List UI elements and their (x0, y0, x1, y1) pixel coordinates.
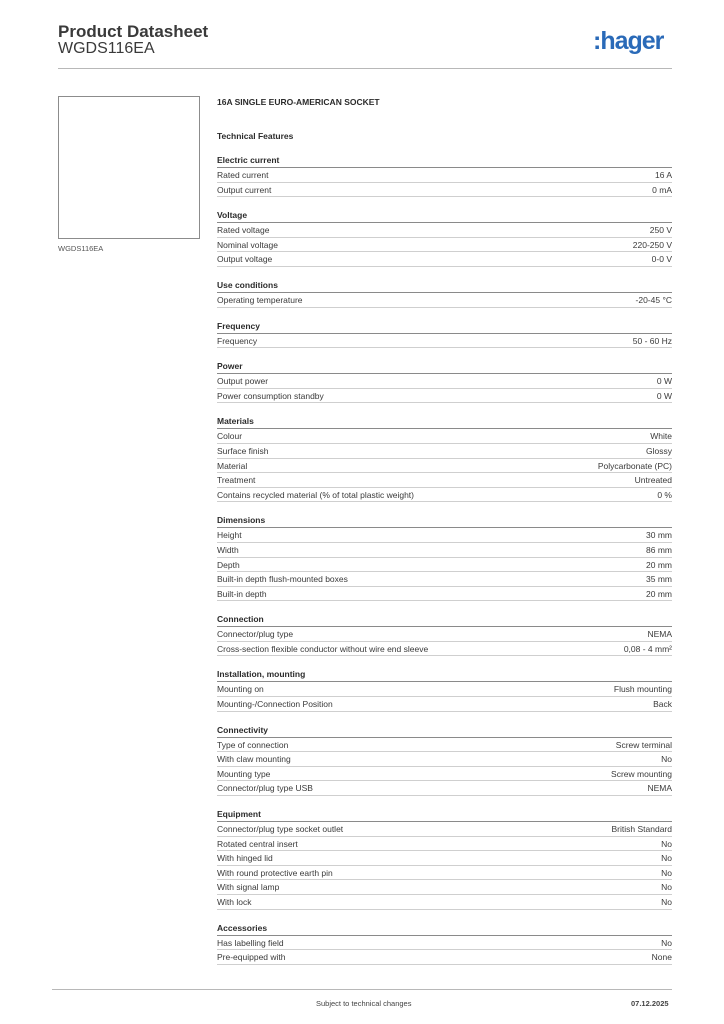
spec-label: Connector/plug type USB (217, 783, 313, 794)
spec-value: 250 V (649, 225, 672, 236)
spec-label: With lock (217, 897, 252, 907)
spec-section (217, 724, 672, 796)
spec-label: Height (217, 530, 242, 541)
section-title: Dimensions (217, 514, 672, 528)
spec-row (217, 642, 672, 657)
spec-value: NEMA (647, 629, 672, 640)
spec-value: No (661, 754, 672, 765)
spec-value: No (661, 882, 672, 893)
spec-value: 30 mm (646, 530, 672, 541)
spec-row (217, 682, 672, 697)
spec-row (217, 168, 672, 183)
section-title: Electric current (217, 154, 672, 168)
product-image (58, 96, 200, 239)
footer-divider (52, 989, 672, 990)
spec-value: 0 W (656, 390, 672, 401)
spec-row (217, 252, 672, 267)
spec-value: Glossy (646, 445, 672, 456)
section-title: Equipment (217, 808, 672, 822)
spec-section (217, 154, 672, 197)
spec-row (217, 293, 672, 308)
spec-row (217, 822, 672, 837)
spec-row (217, 374, 672, 389)
spec-label: Cross-section flexible conductor without wire end sleeve (217, 643, 429, 654)
product-name: 16A SINGLE EURO-AMERICAN SOCKET (217, 97, 380, 107)
section-title: Power (217, 360, 672, 374)
spec-row (217, 880, 672, 895)
spec-value: British Standard (611, 824, 672, 835)
logo-text: :hager (593, 27, 664, 55)
spec-section (217, 514, 672, 601)
spec-value: 0 mA (652, 184, 672, 195)
product-code: WGDS116EA (58, 40, 155, 57)
spec-value: No (661, 897, 672, 907)
spec-row (217, 587, 672, 602)
spec-row (217, 767, 672, 782)
spec-row (217, 866, 672, 881)
spec-label: Built-in depth flush-mounted boxes (217, 574, 348, 585)
spec-row (217, 895, 672, 910)
spec-row (217, 738, 672, 753)
spec-value: No (661, 853, 672, 864)
spec-label: Nominal voltage (217, 239, 278, 250)
section-title: Connectivity (217, 724, 672, 738)
section-title: Frequency (217, 320, 672, 334)
spec-label: Output current (217, 184, 272, 195)
spec-row (217, 473, 672, 488)
spec-value: -20-45 °C (635, 294, 672, 305)
spec-value: NEMA (647, 783, 672, 794)
spec-row (217, 572, 672, 587)
section-title: Connection (217, 613, 672, 627)
spec-label: With signal lamp (217, 882, 280, 893)
spec-value: 220-250 V (632, 239, 672, 250)
spec-value: Screw mounting (611, 768, 672, 779)
spec-label: Operating temperature (217, 294, 303, 305)
spec-row (217, 558, 672, 573)
spec-row (217, 627, 672, 642)
section-title: Voltage (217, 209, 672, 223)
spec-value: No (661, 838, 672, 849)
spec-row (217, 444, 672, 459)
spec-row (217, 389, 672, 404)
spec-row (217, 488, 672, 503)
page-title: Product Datasheet (58, 22, 209, 41)
spec-value: Untreated (634, 475, 672, 486)
spec-label: Contains recycled material (% of total plastic weight) (217, 489, 414, 500)
spec-label: Built-in depth (217, 588, 267, 599)
spec-row (217, 781, 672, 796)
spec-row (217, 950, 672, 965)
spec-section (217, 209, 672, 267)
spec-label: Surface finish (217, 445, 269, 456)
spec-row (217, 837, 672, 852)
spec-section (217, 808, 672, 910)
spec-row (217, 543, 672, 558)
spec-label: Rated voltage (217, 225, 270, 236)
spec-value: 20 mm (646, 588, 672, 599)
spec-value: 86 mm (646, 544, 672, 555)
spec-row (217, 429, 672, 444)
spec-value: No (661, 937, 672, 948)
spec-value: Polycarbonate (PC) (597, 460, 672, 471)
spec-label: Output power (217, 376, 269, 387)
spec-label: Frequency (217, 335, 258, 346)
section-title: Use conditions (217, 279, 672, 293)
spec-label: Connector/plug type socket outlet (217, 824, 344, 835)
spec-value: No (661, 867, 672, 878)
spec-section (217, 922, 672, 965)
spec-label: With hinged lid (217, 853, 273, 864)
spec-value: 0-0 V (651, 254, 672, 265)
spec-label: Treatment (217, 475, 256, 486)
spec-row (217, 851, 672, 866)
spec-row (217, 459, 672, 474)
spec-value: Back (653, 699, 672, 710)
spec-value: 50 - 60 Hz (632, 335, 672, 346)
spec-label: Rotated central insert (217, 838, 298, 849)
footer-note: Subject to technical changes (316, 999, 412, 1008)
spec-label: Colour (217, 431, 243, 442)
header-divider (58, 68, 672, 69)
footer-date: 07.12.2025 (631, 999, 669, 1008)
spec-label: With claw mounting (217, 754, 291, 765)
spec-row (217, 334, 672, 349)
hager-logo (593, 26, 675, 56)
spec-label: Power consumption standby (217, 390, 324, 401)
spec-label: Rated current (217, 170, 269, 180)
product-image-caption: WGDS116EA (58, 244, 104, 253)
datasheet-content (217, 96, 672, 965)
spec-row (217, 528, 672, 543)
spec-value: None (651, 952, 672, 963)
spec-section (217, 320, 672, 349)
spec-row (217, 223, 672, 238)
spec-label: Output voltage (217, 254, 273, 265)
spec-value: Screw terminal (615, 739, 672, 750)
spec-section (217, 360, 672, 403)
spec-section (217, 279, 672, 308)
spec-row (217, 238, 672, 253)
spec-section (217, 668, 672, 711)
spec-value: 0 % (657, 489, 672, 500)
spec-row (217, 752, 672, 767)
section-title: Materials (217, 415, 672, 429)
technical-features-heading: Technical Features (217, 131, 294, 141)
spec-label: Mounting type (217, 768, 271, 779)
spec-value: White (650, 431, 672, 442)
spec-label: With round protective earth pin (217, 867, 333, 878)
spec-label: Material (217, 460, 248, 471)
feature-sections (217, 154, 672, 965)
spec-row (217, 936, 672, 951)
spec-value: 0 W (656, 376, 672, 387)
spec-row (217, 697, 672, 712)
spec-label: Type of connection (217, 739, 289, 750)
spec-section (217, 415, 672, 502)
spec-row (217, 183, 672, 198)
spec-value: 0,08 - 4 mm² (623, 643, 672, 654)
spec-value: 16 A (654, 170, 672, 180)
spec-value: 35 mm (646, 574, 672, 585)
spec-label: Mounting on (217, 684, 264, 695)
spec-label: Depth (217, 559, 240, 570)
spec-label: Connector/plug type (217, 629, 294, 640)
spec-section (217, 613, 672, 656)
spec-value: Flush mounting (613, 684, 672, 695)
section-title: Accessories (217, 922, 672, 936)
section-title: Installation, mounting (217, 668, 672, 682)
spec-label: Pre-equipped with (217, 952, 286, 963)
spec-label: Has labelling field (217, 937, 284, 948)
spec-label: Width (217, 544, 239, 555)
spec-value: 20 mm (646, 559, 672, 570)
spec-label: Mounting-/Connection Position (217, 699, 333, 710)
